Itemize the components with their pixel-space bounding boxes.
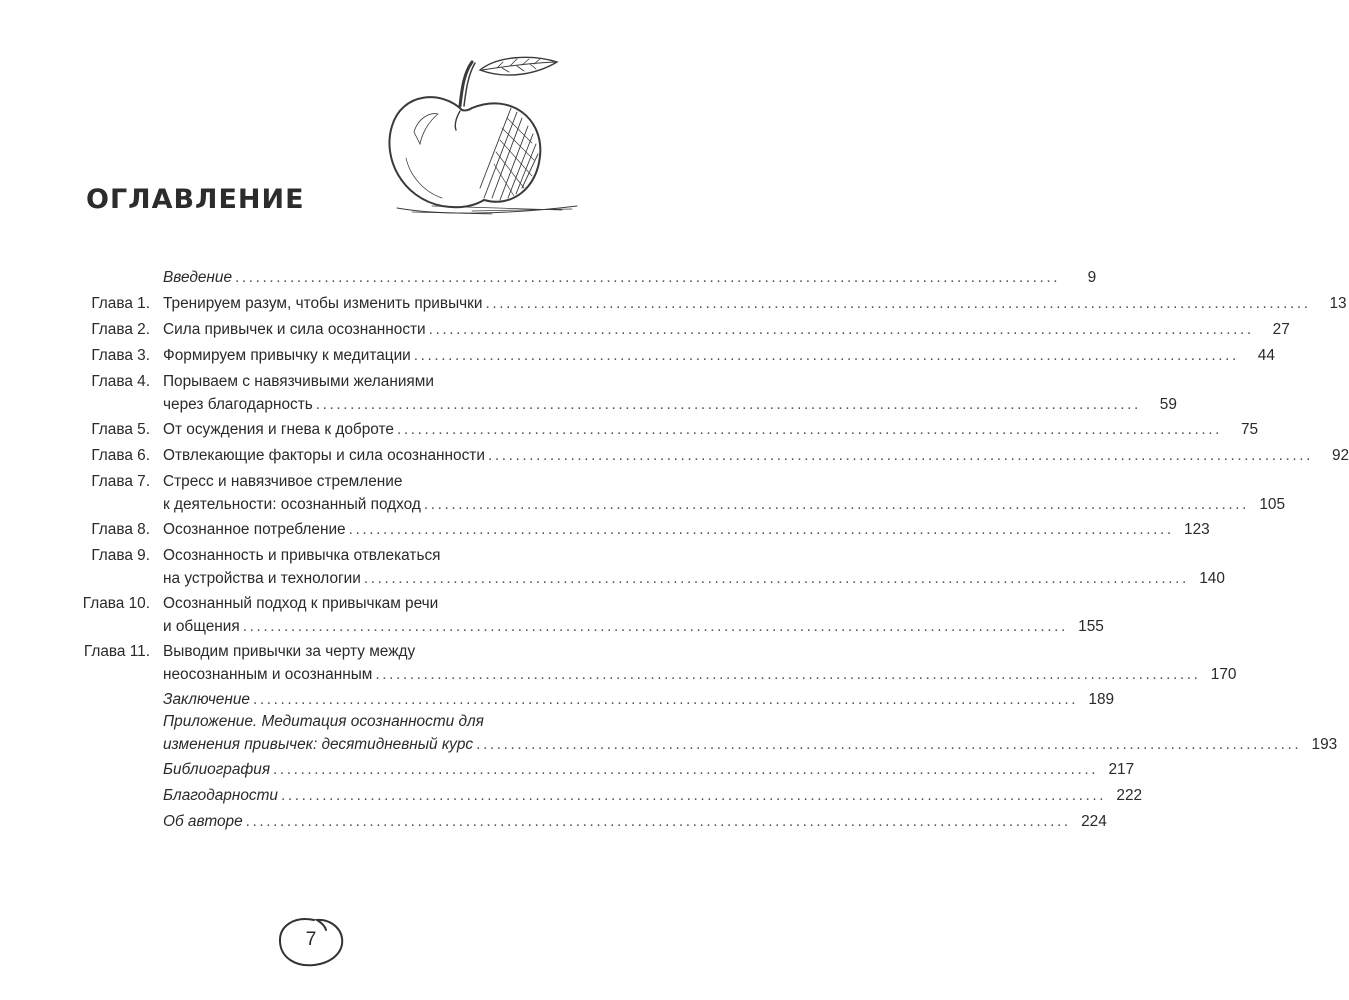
toc-title: Осознанное потребление <box>163 521 346 538</box>
toc-line <box>163 345 1275 367</box>
toc-chapter-label: Глава 11. <box>83 643 150 660</box>
toc-entry[interactable] <box>0 371 1177 417</box>
toc-title: на устройства и технологии <box>163 570 361 587</box>
toc-entry[interactable] <box>0 319 1290 342</box>
toc-title: через благодарность <box>163 396 313 413</box>
toc-entry[interactable] <box>0 445 1349 468</box>
toc-entry[interactable] <box>0 593 1104 639</box>
toc-page-number: 140 <box>1199 570 1225 587</box>
toc-line <box>163 664 1237 686</box>
toc-page-number: 189 <box>1088 691 1115 708</box>
toc-chapter-label: Глава 7. <box>91 473 150 490</box>
toc-page-number: 224 <box>1081 813 1107 830</box>
toc-line <box>163 371 535 393</box>
toc-leader-dots: ........................................................................................................................ <box>423 496 1250 513</box>
toc-line <box>163 616 1104 638</box>
toc-leader-dots: ........................................................................................................................ <box>476 736 1302 753</box>
toc-line <box>163 711 535 733</box>
toc-page-number: 123 <box>1184 521 1210 538</box>
toc-entry[interactable] <box>0 345 1275 368</box>
toc-page-number: 75 <box>1240 421 1259 438</box>
apple-illustration <box>372 48 587 223</box>
toc-entry[interactable] <box>0 267 1097 290</box>
toc-page-number: 222 <box>1116 787 1143 804</box>
toc-leader-dots: ........................................................................................................................ <box>280 787 1107 804</box>
toc-entry[interactable] <box>0 519 1210 542</box>
toc-leader-dots: ........................................................................................................................ <box>485 295 1311 312</box>
toc-page-number: 217 <box>1108 761 1135 778</box>
toc-chapter-label: Глава 2. <box>91 321 150 338</box>
toc-line <box>163 545 535 567</box>
toc-title: Порываем с навязчивыми желаниями <box>163 373 434 390</box>
toc-title: Стресс и навязчивое стремление <box>163 473 403 490</box>
toc-entry[interactable] <box>0 759 1135 782</box>
toc-line <box>163 494 1286 516</box>
toc-title: Осознанный подход к привычкам речи <box>163 595 439 612</box>
toc-line <box>163 568 1225 590</box>
page-number: 7 <box>305 929 317 950</box>
toc-leader-dots: ........................................................................................................................ <box>413 347 1239 364</box>
toc-title: к деятельности: осознанный подход <box>163 496 421 513</box>
toc-title: Об авторе <box>163 813 243 830</box>
toc-entry[interactable] <box>0 293 1347 316</box>
toc-chapter-label: Глава 10. <box>82 595 150 612</box>
toc-title: Формируем привычку к медитации <box>163 347 411 364</box>
toc-line <box>163 445 1349 467</box>
toc-page-number: 44 <box>1257 347 1275 364</box>
toc-leader-dots: ........................................................................................................................ <box>428 321 1254 338</box>
toc-page-number: 27 <box>1272 321 1290 338</box>
toc-line <box>163 293 1347 315</box>
toc-title: Отвлекающие факторы и сила осознанности <box>163 447 485 464</box>
toc-chapter-label: Глава 1. <box>91 295 150 312</box>
toc-line <box>163 641 535 663</box>
toc-title: Введение <box>163 269 233 286</box>
toc-line <box>163 734 1338 756</box>
toc-entry[interactable] <box>0 545 1225 591</box>
toc-line <box>163 811 1107 833</box>
toc-title: и общения <box>163 618 240 635</box>
toc-leader-dots: ........................................................................................................................ <box>273 761 1099 778</box>
toc-title: неосознанным и осознанным <box>163 666 373 683</box>
toc-title: Тренируем разум, чтобы изменить привычки <box>163 295 483 312</box>
toc-entry[interactable] <box>0 419 1259 442</box>
toc-chapter-label: Глава 5. <box>91 421 150 438</box>
toc-title: Благодарности <box>163 787 278 804</box>
page-number-badge <box>274 914 348 970</box>
toc-chapter-label: Глава 4. <box>91 373 150 390</box>
toc-entry[interactable] <box>0 811 1107 834</box>
toc-title: Осознанность и привычка отвлекаться <box>163 547 441 564</box>
toc-page-number: 193 <box>1311 736 1338 753</box>
toc-leader-dots: ........................................................................................................................ <box>315 396 1141 413</box>
toc-page-number: 13 <box>1329 295 1347 312</box>
page-title: ОГЛАВЛЕНИЕ <box>86 184 305 215</box>
toc-line <box>163 593 535 615</box>
toc-title: изменения привычек: десятидневный курс <box>163 736 474 753</box>
toc-title: От осуждения и гнева к доброте <box>163 421 394 438</box>
toc-leader-dots: ........................................................................................................................ <box>242 618 1068 635</box>
toc-chapter-label: Глава 6. <box>91 447 150 464</box>
toc-leader-dots: ........................................................................................................................ <box>348 521 1174 538</box>
toc-entry[interactable] <box>0 785 1143 808</box>
toc-line <box>163 319 1290 341</box>
toc-title: Сила привычек и сила осознанности <box>163 321 426 338</box>
toc-page-number: 155 <box>1078 618 1104 635</box>
toc-line <box>163 785 1143 807</box>
toc-line <box>163 519 1210 541</box>
toc-leader-dots: ........................................................................................................................ <box>487 447 1314 464</box>
toc-leader-dots: ........................................................................................................................ <box>363 570 1189 587</box>
toc-chapter-label: Глава 9. <box>91 547 150 564</box>
toc-chapter-label: Глава 8. <box>91 521 150 538</box>
toc-line <box>163 419 1259 441</box>
toc-entry[interactable] <box>0 471 1286 517</box>
toc-leader-dots: ........................................................................................................................ <box>252 691 1079 708</box>
toc-page-number: 92 <box>1331 447 1349 464</box>
toc-entry[interactable] <box>0 711 1338 757</box>
toc-chapter-label: Глава 3. <box>91 347 150 364</box>
toc-leader-dots: ........................................................................................................................ <box>245 813 1071 830</box>
toc-line <box>163 394 1177 416</box>
toc-entry[interactable] <box>0 641 1237 687</box>
toc-page-number: 105 <box>1259 496 1286 513</box>
toc-title: Приложение. Медитация осознанности для <box>163 713 484 730</box>
toc-page-number: 170 <box>1210 666 1237 683</box>
toc-line <box>163 689 1115 711</box>
toc-leader-dots: ........................................................................................................................ <box>235 269 1061 286</box>
toc-leader-dots: ........................................................................................................................ <box>375 666 1201 683</box>
toc-page-number: 9 <box>1087 269 1097 286</box>
toc-title: Заключение <box>163 691 250 708</box>
toc-leader-dots: ........................................................................................................................ <box>396 421 1223 438</box>
toc-title: Выводим привычки за черту между <box>163 643 416 660</box>
toc-entry[interactable] <box>0 689 1115 712</box>
toc-line <box>163 471 535 493</box>
toc-page-number: 59 <box>1159 396 1177 413</box>
toc-title: Библиография <box>163 761 271 778</box>
toc-line <box>163 267 1097 289</box>
toc-line <box>163 759 1135 781</box>
